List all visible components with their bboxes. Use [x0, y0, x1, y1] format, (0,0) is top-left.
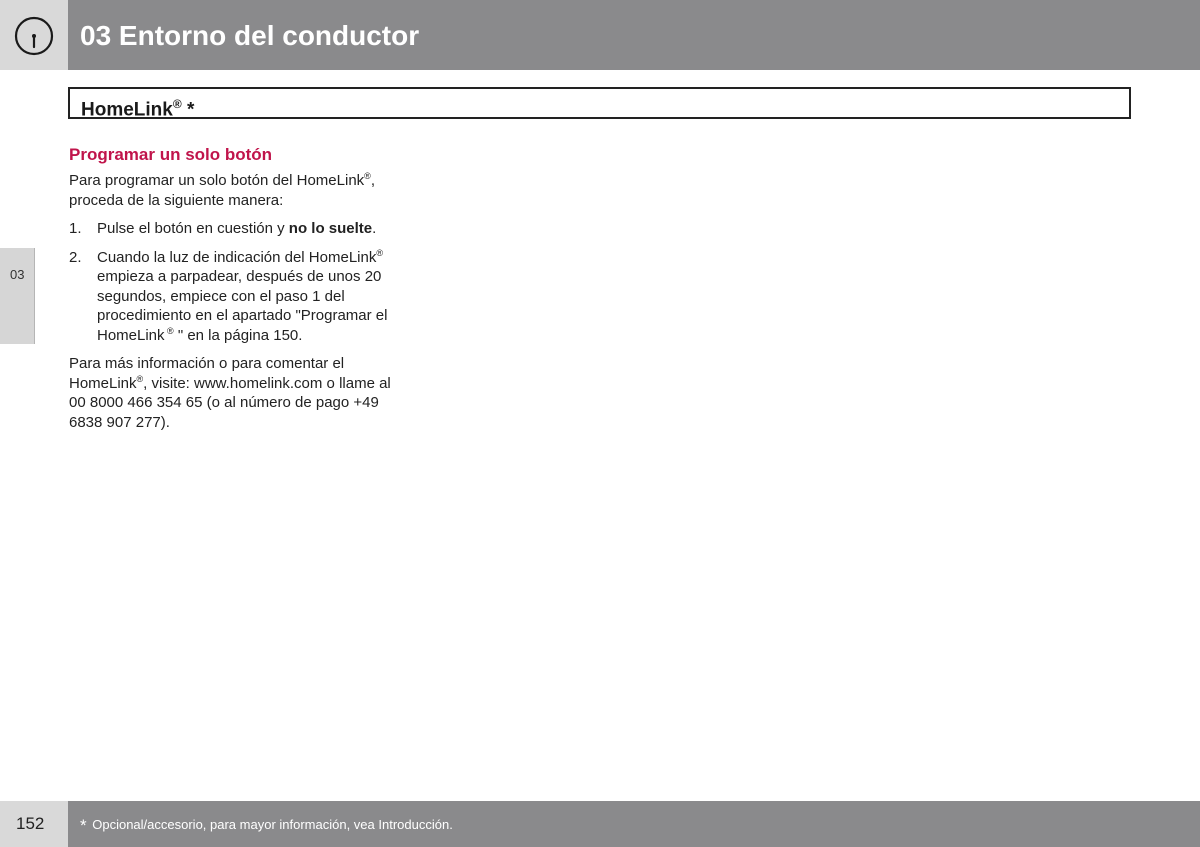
- list-item: [69, 219, 404, 239]
- chapter-header: [68, 0, 1200, 70]
- footer-bar: [68, 801, 1200, 847]
- subheading: Programar un solo botón: [69, 145, 273, 164]
- page-number: 152: [16, 814, 45, 833]
- info-paragraph: Para más información o para comentar el HomeLink®, visite: www.homelink.com o llame al 00 8000 466 354 65 (o al número de pago +49 6838 907 277).: [69, 355, 391, 431]
- section-title-box: [68, 87, 1131, 119]
- footnote-star: *: [80, 816, 87, 835]
- intro-paragraph: Para programar un solo botón del HomeLink®, proceda de la siguiente manera:: [69, 171, 375, 209]
- registered-mark: ®: [164, 325, 174, 336]
- section-title: [81, 92, 194, 122]
- registered-mark: ®: [136, 373, 144, 384]
- content-column: [69, 144, 404, 441]
- step-text: Cuando la luz de indicación del HomeLink® empieza a parpadear, después de unos 20 segundos, empiece con el paso 1 del procedimiento en el apartado "Programar el HomeLink ® " en la página 150.: [97, 247, 388, 344]
- optional-marker: *: [181, 99, 195, 121]
- step-number: 2.: [69, 248, 82, 266]
- list-item: [69, 248, 404, 346]
- registered-mark: ®: [364, 171, 371, 181]
- registered-mark: ®: [172, 97, 182, 111]
- speedometer-icon: [14, 16, 54, 56]
- chapter-side-tab-label: 03: [10, 267, 25, 282]
- page-number-box: [0, 801, 68, 847]
- steps-list: [69, 219, 404, 345]
- footnote: [80, 816, 453, 836]
- emphasis: no lo suelte: [288, 220, 373, 237]
- chapter-icon-box: [0, 0, 68, 70]
- registered-mark: ®: [376, 247, 383, 258]
- step-text: Pulse el botón en cuestión y no lo suelte.: [97, 220, 377, 237]
- chapter-side-tab: [0, 248, 35, 344]
- section-title-text: HomeLink: [81, 99, 173, 121]
- step-number: 1.: [69, 220, 82, 237]
- footnote-text: Opcional/accesorio, para mayor información, vea Introducción.: [88, 817, 453, 832]
- chapter-title: 03 Entorno del conductor: [80, 20, 420, 51]
